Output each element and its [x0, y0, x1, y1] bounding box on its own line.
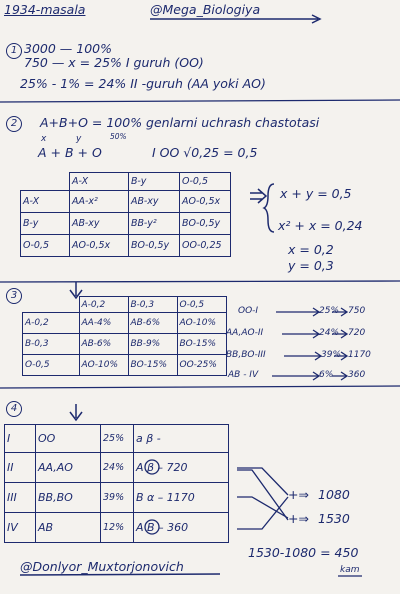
s2-line1: A+B+O = 100% genlarni uchrash chastotasi: [40, 115, 320, 130]
section-2-number: 2: [6, 116, 22, 132]
s1-line3: 25% - 1% = 24% II -guruh (AA yoki AO): [20, 76, 266, 91]
table-cell: AO-0,5x: [180, 191, 231, 213]
table-cell: BO-0,5y: [129, 235, 180, 257]
s4-sum2: 1530: [318, 511, 350, 526]
s2-oo: I OO √0,25 = 0,5: [152, 145, 258, 160]
header-left: 1934-masala: [4, 2, 86, 17]
table-cell: [23, 297, 80, 313]
table-cell: AB-6%: [79, 334, 128, 355]
table-cell: OO: [36, 425, 101, 453]
table-cell: AB-xy: [129, 191, 180, 213]
table-cell: O-0,5: [180, 173, 231, 191]
table-cell: B-0,3: [128, 297, 177, 313]
table-cell: A-X: [70, 173, 129, 191]
s2-eq1: x + y = 0,5: [280, 186, 352, 201]
table-cell: O-0,5: [177, 297, 226, 313]
table-cell: B α – 1170: [134, 483, 229, 513]
s2-line2: A + B + O: [38, 145, 102, 160]
s4-row-4-genes: A B: [136, 521, 155, 534]
table-cell: BO-15%: [128, 355, 177, 376]
s4-sum1: 1080: [318, 487, 350, 502]
s2-res2: y = 0,3: [288, 258, 334, 273]
s3-group-1-pct: 25%: [319, 306, 340, 316]
s2-sup-x: x: [41, 134, 47, 144]
table-cell: B-y: [21, 213, 70, 235]
s2-sup-y: y: [76, 134, 82, 144]
table-cell: B-0,3: [23, 334, 80, 355]
table-cell: AB-xy: [70, 213, 129, 235]
section-3-number: 3: [6, 288, 22, 304]
table-cell: BB,BO: [36, 483, 101, 513]
s2-res1: x = 0,2: [288, 242, 334, 257]
s4-row-4-count: 360: [167, 521, 189, 534]
table-cell: [21, 173, 70, 191]
table-cell: 24%: [101, 453, 134, 483]
s1-line2: 750 — x = 25% I guruh (OO): [24, 55, 204, 70]
table-cell: I: [5, 425, 36, 453]
table-cell: 39%: [101, 483, 134, 513]
table-cell: AA-4%: [79, 313, 128, 334]
s2-punnett-table: [20, 172, 231, 257]
table-cell: A B – 360: [134, 513, 229, 543]
s3-group-3-pct: 39%: [321, 350, 342, 360]
table-cell: [134, 425, 229, 453]
table-cell: A-X: [21, 191, 70, 213]
s4-sum1-arrow: +⇒: [288, 487, 309, 502]
s3-group-2-pct: 24%: [319, 328, 340, 338]
s3-group-4-val: 360: [348, 370, 366, 380]
table-cell: IV: [5, 513, 36, 543]
s4-row-3-genes: B α: [136, 491, 155, 504]
header-right: @Mega_Biologiya: [150, 2, 261, 17]
s4-row-2-count: 720: [166, 461, 188, 474]
s3-group-2-val: 720: [348, 328, 366, 338]
s3-group-1-left: OO-I: [238, 306, 259, 316]
table-cell: AA-x²: [70, 191, 129, 213]
s4-final-note: kam: [340, 565, 360, 575]
table-cell: BB-9%: [128, 334, 177, 355]
table-cell: OO-25%: [177, 355, 226, 376]
s4-final: 1530-1080 = 450: [248, 545, 359, 560]
s3-group-3-val: 1170: [348, 350, 371, 360]
s3-group-4-left: AB - IV: [228, 370, 259, 380]
table-cell: AO-0,5x: [70, 235, 129, 257]
s2-eq2: x² + x = 0,24: [278, 218, 363, 233]
s3-group-3-left: BB,BO-III: [226, 350, 266, 360]
section-1-number: 1: [6, 43, 22, 59]
s4-row-3-count: 1170: [166, 491, 195, 504]
table-cell: A β – 720: [134, 453, 229, 483]
s3-group-4-pct: 6%: [319, 370, 334, 380]
table-cell: BO-15%: [177, 334, 226, 355]
s1-line1: 3000 — 100%: [24, 41, 112, 56]
table-cell: AB: [36, 513, 101, 543]
s4-row-1-genes: a β -: [136, 432, 161, 445]
s3-group-1-val: 750: [348, 306, 366, 316]
table-cell: A-0,2: [23, 313, 80, 334]
s4-row-2-genes: A β: [136, 461, 155, 474]
s3-group-2-left: AA,AO-II: [226, 328, 264, 338]
table-cell: AO-10%: [79, 355, 128, 376]
s4-blood-group-table: [4, 424, 229, 543]
s3-punnett-table: [22, 296, 227, 376]
table-cell: AA,AO: [36, 453, 101, 483]
footer-signature: @Donlyor_Muxtorjonovich: [20, 559, 184, 574]
table-cell: B-y: [129, 173, 180, 191]
table-cell: OO-0,25: [180, 235, 231, 257]
table-cell: O-0,5: [21, 235, 70, 257]
table-cell: BB-y²: [129, 213, 180, 235]
table-cell: 25%: [101, 425, 134, 453]
table-cell: A-0,2: [79, 297, 128, 313]
table-cell: III: [5, 483, 36, 513]
s4-sum2-arrow: +⇒: [288, 511, 309, 526]
section-4-number: 4: [6, 401, 22, 417]
table-cell: 12%: [101, 513, 134, 543]
s2-sup-50: 50%: [110, 132, 127, 141]
table-cell: II: [5, 453, 36, 483]
table-cell: BO-0,5y: [180, 213, 231, 235]
table-cell: O-0,5: [23, 355, 80, 376]
table-cell: AO-10%: [177, 313, 226, 334]
table-cell: AB-6%: [128, 313, 177, 334]
